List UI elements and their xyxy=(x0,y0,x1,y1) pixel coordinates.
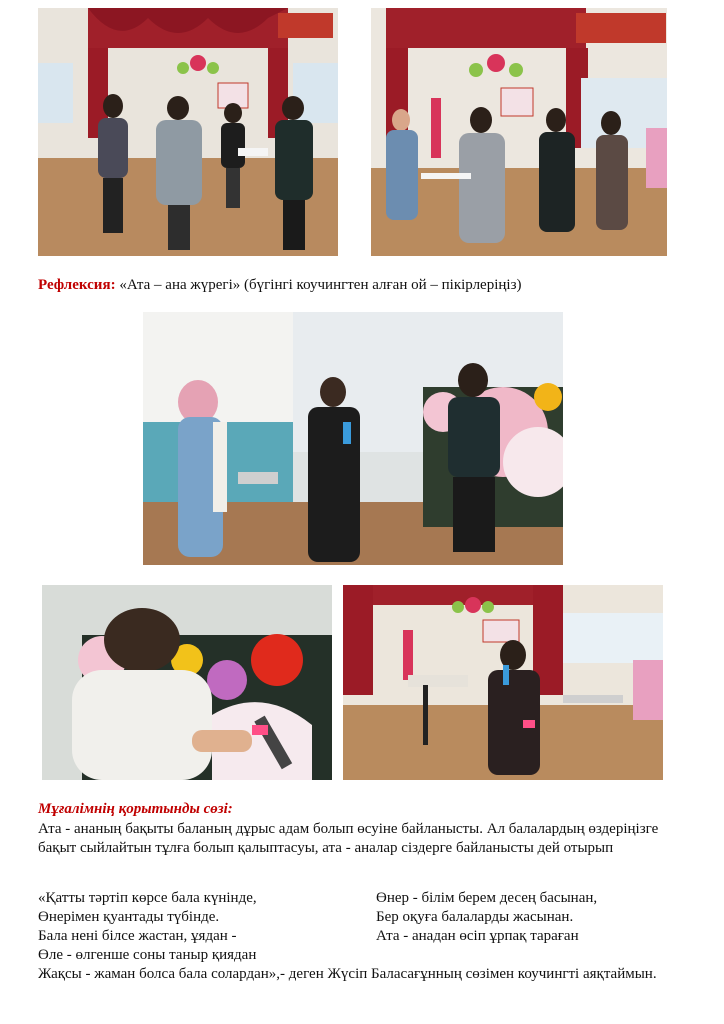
poem-right-column xyxy=(376,889,696,946)
reflection-label: Рефлексия: xyxy=(38,277,116,293)
poem-line: Өнер - білім берем десең басынан, xyxy=(376,890,598,906)
poem-left-column xyxy=(38,889,368,965)
reflection-text: «Ата – ана жүрегі» (бүгінгі коучингтен алған ой – пікірлеріңіз) xyxy=(115,277,522,293)
conclusion-title: Мұғалімнің қорытынды сөзі: xyxy=(38,801,233,817)
poem-line: Өнерімен қуантады түбінде. xyxy=(38,909,220,925)
poem-line: Өле - өлгенше соны таныр қиядан xyxy=(38,947,257,963)
poem-line: «Қатты тәртіп көрсе бала күнінде, xyxy=(38,890,257,906)
poem-line: Бер оқуға балаларды жасынан. xyxy=(376,909,574,925)
event-photo-4 xyxy=(42,585,332,780)
reflection-line xyxy=(38,275,698,295)
event-photo-2 xyxy=(371,8,667,256)
poem-line: Ата - анадан өсіп ұрпақ тараған xyxy=(376,928,579,944)
conclusion-text: Ата - ананың бақыты баланың дұрыс адам болып өсуіне байланысты. Ал балалардың өздеріңізге бақыт сыйлайтын тұлға болып қалыптасуы, ата - аналар сіздерге байланысты дей отырып xyxy=(38,821,659,856)
event-photo-3 xyxy=(143,312,563,565)
event-photo-1 xyxy=(38,8,338,256)
event-photo-5 xyxy=(343,585,663,780)
closing-text: Жақсы - жаман болса бала солардан»,- деген Жүсіп Баласағұнның сөзімен коучингті аяқтаймын. xyxy=(38,966,657,982)
poem-line: Бала нені білсе жастан, ұядан - xyxy=(38,928,237,944)
